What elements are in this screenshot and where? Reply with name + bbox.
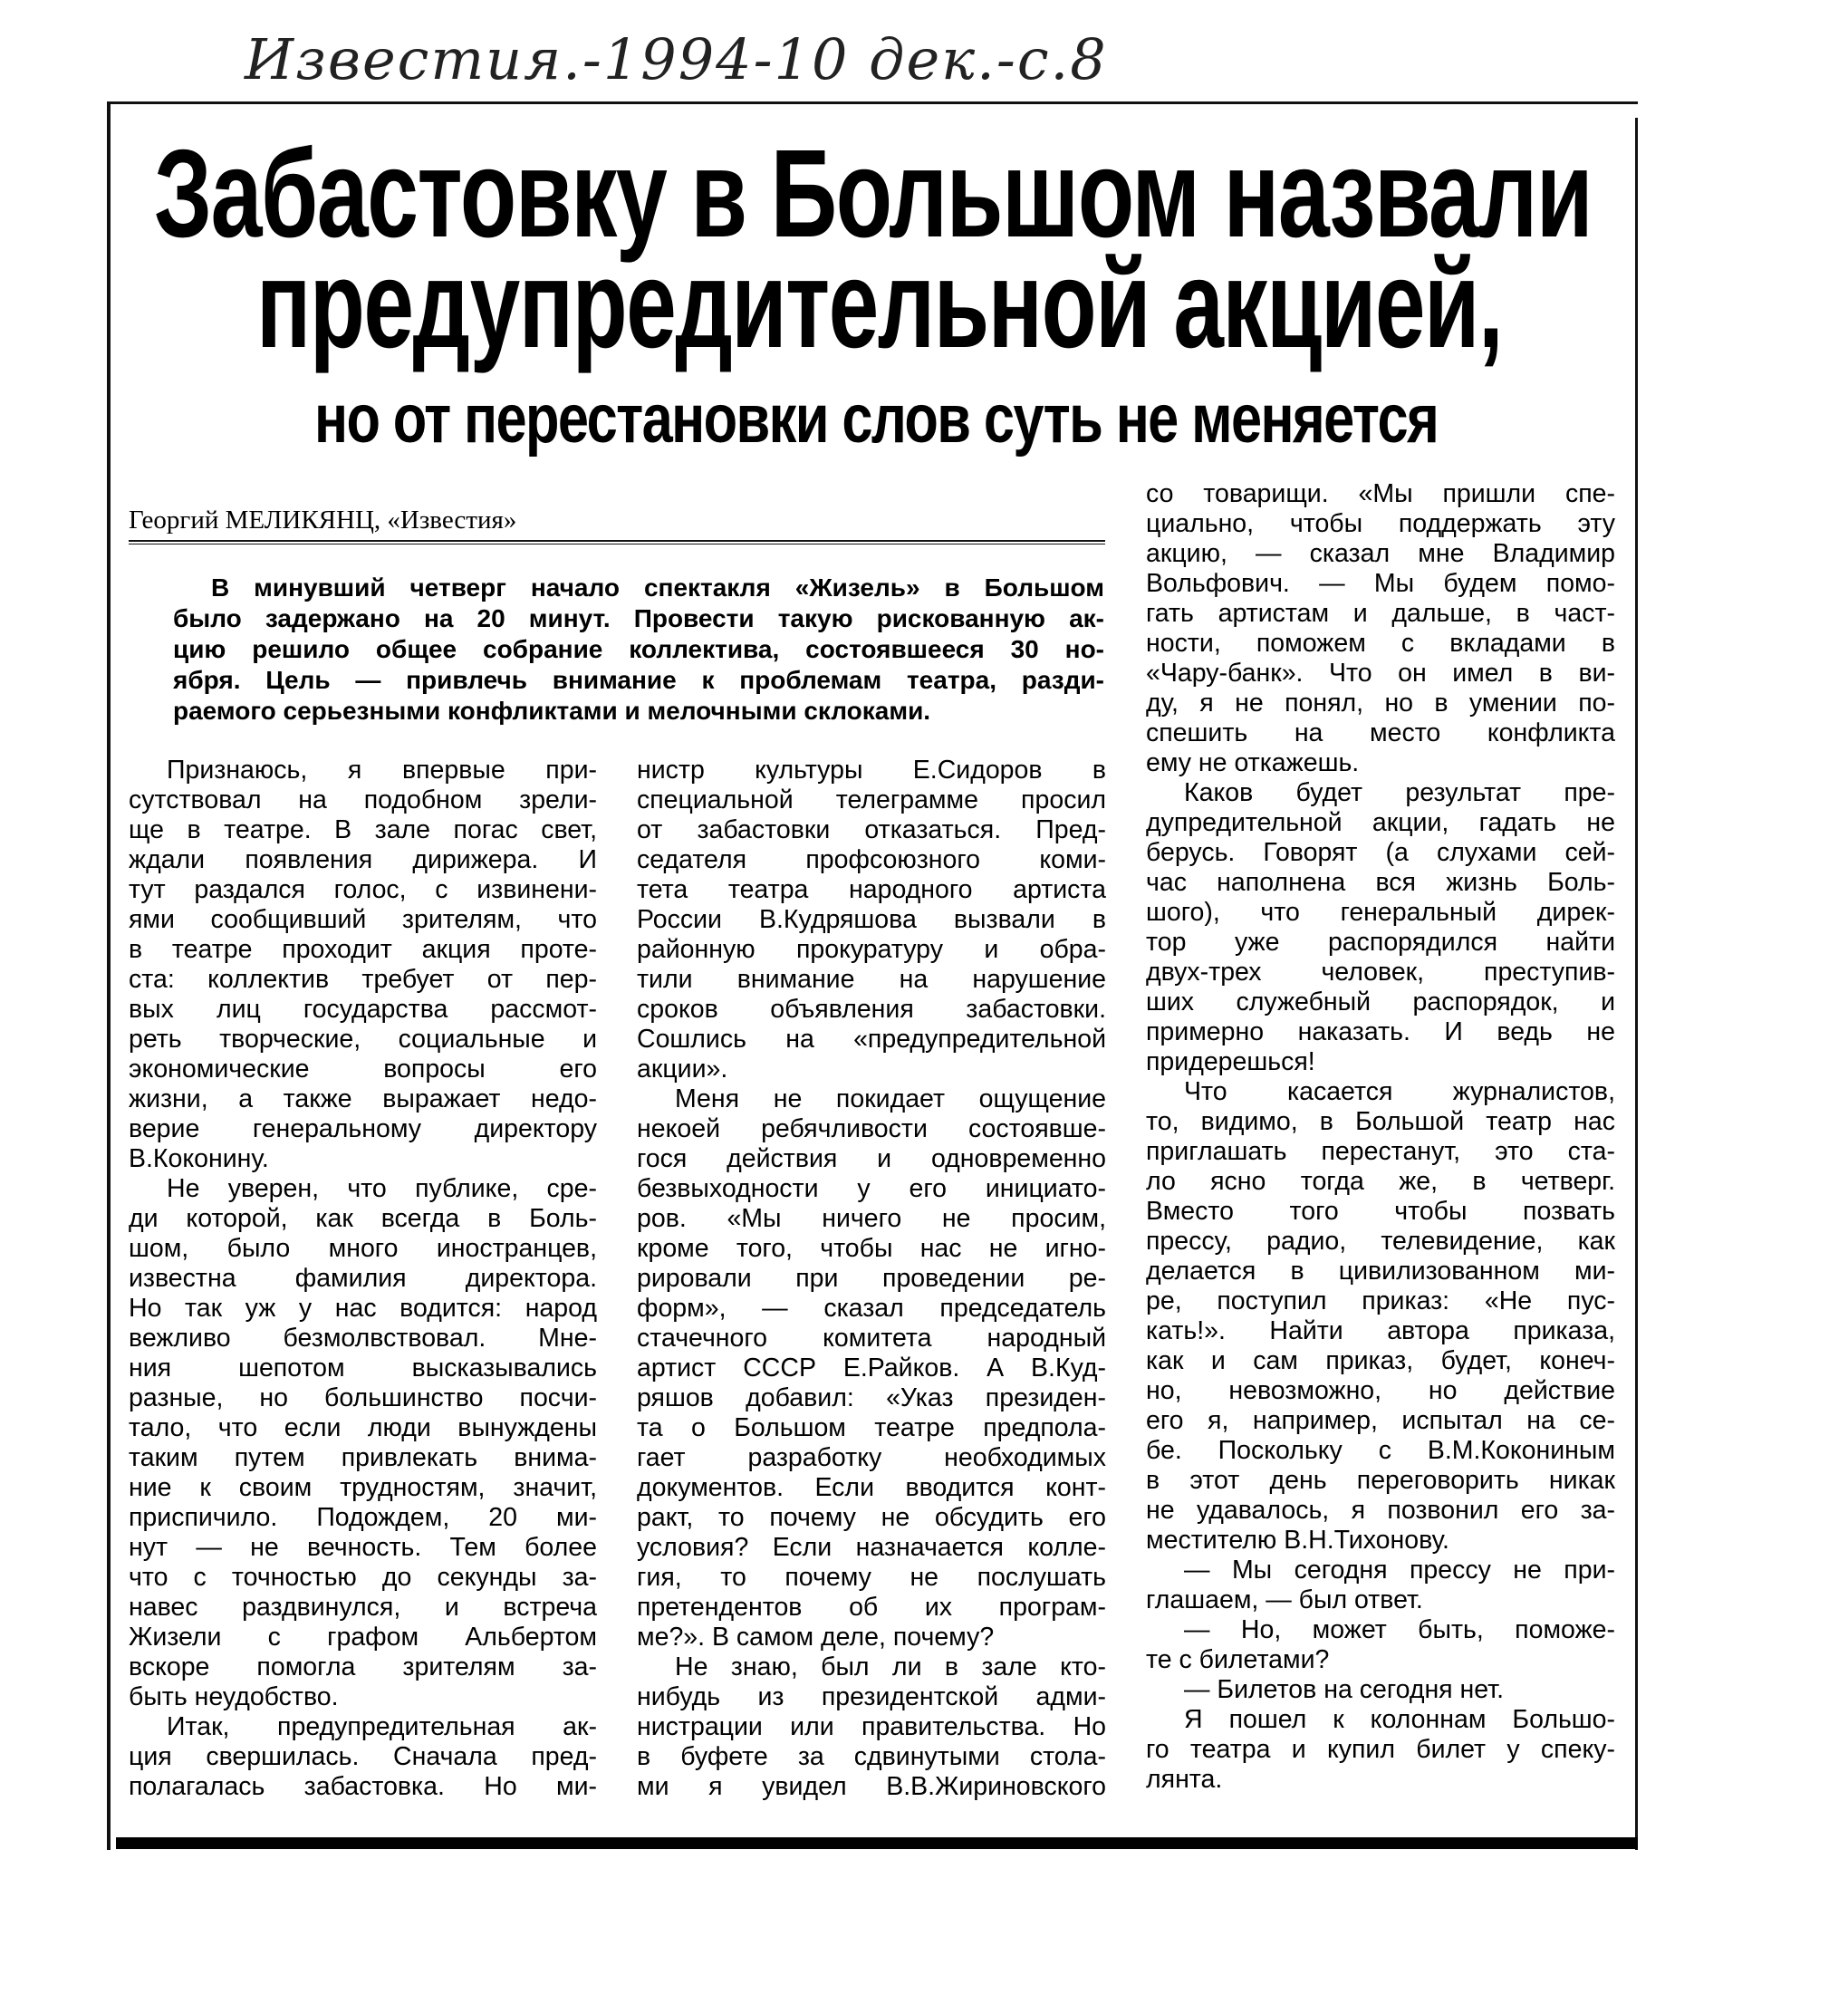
- text-line: Каков будет результат пре-: [1184, 778, 1615, 807]
- article-column-1: [129, 756, 597, 1802]
- text-line: разные, но большинство посчи-: [129, 1383, 597, 1412]
- text-line: быть неудобство.: [129, 1682, 339, 1711]
- text-line: вскоре помогла зрителям за-: [129, 1652, 597, 1681]
- text-line: гия, то почему не послушать: [637, 1563, 1106, 1592]
- text-line: те с билетами?: [1146, 1645, 1330, 1674]
- text-line: в буфете за сдвинутыми стола-: [637, 1742, 1106, 1771]
- text-line: что с точностью до секунды за-: [129, 1563, 597, 1592]
- text-line: тета театра народного артиста: [637, 875, 1106, 904]
- text-line: ста: коллектив требует от пер-: [129, 965, 597, 994]
- text-line: придерешься!: [1146, 1047, 1315, 1076]
- paragraph: [1146, 778, 1615, 1077]
- text-line: седателя профсоюзного коми-: [637, 845, 1106, 874]
- text-line: форм», — сказал председатель: [637, 1294, 1106, 1323]
- text-line: акции».: [637, 1055, 728, 1084]
- text-line: условия? Если назначается колле-: [637, 1533, 1106, 1562]
- text-line: гося действия и одновременно: [637, 1144, 1106, 1173]
- paragraph: [1146, 1675, 1615, 1705]
- paragraph: [1146, 479, 1615, 778]
- text-line: таким путем привлекать внима-: [129, 1443, 597, 1472]
- text-line: стачечного комитета народный: [637, 1324, 1106, 1353]
- text-line: артист СССР Е.Райков. А В.Куд-: [637, 1354, 1106, 1383]
- text-line: ших служебный распорядок, и: [1146, 988, 1615, 1016]
- text-line: — Мы сегодня прессу не при-: [1184, 1556, 1615, 1585]
- lead-line: цию решило общее собрание коллектива, состоявшееся 30 но-: [173, 635, 1104, 663]
- text-line: ме?». В самом деле, почему?: [637, 1623, 995, 1652]
- paragraph: [637, 1084, 1106, 1652]
- text-line: Итак, предупредительная ак-: [167, 1712, 597, 1741]
- text-line: то, видимо, в Большой театр нас: [1146, 1107, 1615, 1136]
- text-line: Не знаю, был ли в зале кто-: [675, 1652, 1106, 1681]
- text-line: ция свершилась. Сначала пред-: [129, 1742, 597, 1771]
- text-line: Признаюсь, я впервые при-: [167, 756, 597, 785]
- text-line: та о Большом театре предпола-: [637, 1413, 1106, 1442]
- text-line: прессу, радио, телевидение, как: [1146, 1227, 1615, 1256]
- text-line: со товарищи. «Мы пришли спе-: [1146, 479, 1615, 508]
- text-line: вых лиц государства рассмот-: [129, 995, 597, 1024]
- text-line: в театре проходит акция проте-: [129, 935, 597, 964]
- text-line: шого), что генеральный дирек-: [1146, 898, 1615, 927]
- text-line: жизни, а также выражает недо-: [129, 1084, 597, 1113]
- lead-line: ября. Цель — привлечь внимание к проблемам театра, разди-: [173, 666, 1104, 694]
- frame-border-top: [107, 101, 1638, 104]
- text-line: сутствовал на подобном зрели-: [129, 785, 597, 814]
- text-line: примерно наказать. И ведь не: [1146, 1017, 1615, 1046]
- text-line: известна фамилия директора.: [129, 1264, 597, 1293]
- text-line: шом, было много иностранцев,: [129, 1234, 597, 1263]
- frame-border-right: [1635, 118, 1638, 1850]
- text-line: тили внимание на нарушение: [637, 965, 1106, 994]
- byline-rule: [129, 540, 1105, 544]
- text-line: делается в цивилизованном ми-: [1146, 1257, 1615, 1286]
- text-line: ями сообщивший зрителям, что: [129, 905, 597, 934]
- frame-border-left: [107, 101, 111, 1850]
- text-line: претендентов об их програм-: [637, 1593, 1106, 1622]
- text-line: нистр культуры Е.Сидоров в: [637, 756, 1106, 785]
- text-line: ще в театре. В зале погас свет,: [129, 815, 597, 844]
- paragraph: [1146, 1705, 1615, 1795]
- text-line: но, невозможно, но действие: [1146, 1376, 1615, 1405]
- text-line: — Но, может быть, поможе-: [1184, 1615, 1615, 1644]
- text-line: ду, я не понял, но в умении по-: [1146, 689, 1615, 718]
- headline-subtitle: но от перестановки слов суть не меняется: [314, 381, 1439, 458]
- text-line: гать артистам и дальше, в част-: [1146, 599, 1615, 628]
- text-line: нибудь из президентской адми-: [637, 1682, 1106, 1711]
- text-line: В.Коконину.: [129, 1144, 269, 1173]
- text-line: Я пошел к колоннам Большо-: [1184, 1705, 1615, 1734]
- text-line: нут — не вечность. Тем более: [129, 1533, 597, 1562]
- lead-paragraph: [173, 573, 1104, 727]
- text-line: реть творческие, социальные и: [129, 1025, 597, 1054]
- text-line: гает разработку необходимых: [637, 1443, 1106, 1472]
- text-line: Меня не покидает ощущение: [675, 1084, 1106, 1113]
- text-line: бе. Поскольку с В.М.Кокониным: [1146, 1436, 1615, 1465]
- headline-line-1: Забастовку в Большом назвали: [154, 124, 1593, 264]
- text-line: Вольфович. — Мы будем помо-: [1146, 569, 1615, 598]
- text-line: вежливо безмолвствовал. Мне-: [129, 1324, 597, 1353]
- text-line: глашаем, — был ответ.: [1146, 1585, 1423, 1614]
- lead-line: В минувший четверг начало спектакля «Жизель» в Большом: [211, 573, 1104, 602]
- text-line: ров. «Мы ничего не просим,: [637, 1204, 1106, 1233]
- frame-border-bottom: [116, 1837, 1638, 1849]
- text-line: России В.Кудряшова вызвали в: [637, 905, 1106, 934]
- text-line: тало, что если люди вынуждены: [129, 1413, 597, 1442]
- text-line: ние к своим трудностям, значит,: [129, 1473, 597, 1502]
- text-line: кать!». Найти автора приказа,: [1146, 1316, 1615, 1345]
- paragraph: [1146, 1615, 1615, 1675]
- text-line: ряшов добавил: «Указ президен-: [637, 1383, 1106, 1412]
- text-line: нистрации или правительства. Но: [637, 1712, 1106, 1741]
- article-column-2: [637, 756, 1106, 1802]
- text-line: — Билетов на сегодня нет.: [1184, 1675, 1504, 1704]
- text-line: го театра и купил билет у спеку-: [1146, 1735, 1615, 1764]
- text-line: ми я увидел В.В.Жириновского: [637, 1772, 1106, 1801]
- text-line: приспичило. Подождем, 20 ми-: [129, 1503, 597, 1532]
- text-line: Но так уж у нас водится: народ: [129, 1294, 597, 1323]
- text-line: спешить на место конфликта: [1146, 718, 1615, 747]
- text-line: тор уже распорядился найти: [1146, 928, 1615, 957]
- paragraph: [637, 756, 1106, 1084]
- paragraph: [129, 1712, 597, 1802]
- text-line: его я, например, испытал на се-: [1146, 1406, 1615, 1435]
- text-line: лянта.: [1146, 1765, 1223, 1794]
- text-line: некоей ребячливости состоявше-: [637, 1114, 1106, 1143]
- text-line: рировали при проведении ре-: [637, 1264, 1106, 1293]
- text-line: ему не откажешь.: [1146, 748, 1360, 777]
- paragraph: [637, 1652, 1106, 1802]
- text-line: документов. Если вводится конт-: [637, 1473, 1106, 1502]
- text-line: акцию, — сказал мне Владимир: [1146, 539, 1615, 568]
- text-line: не удавалось, я позвонил его за-: [1146, 1496, 1615, 1525]
- text-line: приглашать перестанут, это ста-: [1146, 1137, 1615, 1166]
- text-line: Жизели с графом Альбертом: [129, 1623, 597, 1652]
- article-column-3: [1146, 479, 1615, 1795]
- text-line: берусь. Говорят (а слухами сей-: [1146, 838, 1615, 867]
- headline-line-2: предупредительной акцией,: [256, 235, 1503, 374]
- text-line: экономические вопросы его: [129, 1055, 597, 1084]
- text-line: ди которой, как всегда в Боль-: [129, 1204, 597, 1233]
- text-line: ждали появления дирижера. И: [129, 845, 597, 874]
- lead-line: раемого серьезными конфликтами и мелочными склоками.: [173, 697, 931, 725]
- text-line: двух-трех человек, преступив-: [1146, 958, 1615, 987]
- text-line: ло ясно тогда же, в четверг.: [1146, 1167, 1615, 1196]
- text-line: тут раздался голос, с извинени-: [129, 875, 597, 904]
- text-line: от забастовки отказаться. Пред-: [637, 815, 1106, 844]
- text-line: сроков объявления забастовки.: [637, 995, 1106, 1024]
- paragraph: [129, 756, 597, 1174]
- text-line: ности, поможем с вкладами в: [1146, 629, 1615, 658]
- paragraph: [129, 1174, 597, 1712]
- text-line: районную прокуратуру и обра-: [637, 935, 1106, 964]
- byline: Георгий МЕЛИКЯНЦ, «Известия»: [129, 506, 517, 535]
- text-line: местителю В.Н.Тихонову.: [1146, 1526, 1449, 1555]
- text-line: Вместо того чтобы позвать: [1146, 1197, 1615, 1226]
- text-line: ре, поступил приказ: «Не пус-: [1146, 1286, 1615, 1315]
- paragraph: [1146, 1556, 1615, 1615]
- text-line: кроме того, чтобы нас не игно-: [637, 1234, 1106, 1263]
- text-line: «Чару-банк». Что он имел в ви-: [1146, 659, 1615, 688]
- paragraph: [1146, 1077, 1615, 1556]
- text-line: специальной телеграмме просил: [637, 785, 1106, 814]
- text-line: полагалась забастовка. Но ми-: [129, 1772, 597, 1801]
- text-line: Не уверен, что публике, сре-: [167, 1174, 597, 1203]
- lead-line: было задержано на 20 минут. Провести такую рискованную ак-: [173, 604, 1104, 632]
- text-line: циально, чтобы поддержать эту: [1146, 509, 1615, 538]
- text-line: в этот день переговорить никак: [1146, 1466, 1615, 1495]
- text-line: час наполнена вся жизнь Боль-: [1146, 868, 1615, 897]
- text-line: Сошлись на «предупредительной: [637, 1025, 1106, 1054]
- text-line: ракт, то почему не обсудить его: [637, 1503, 1106, 1532]
- text-line: ния шепотом высказывались: [129, 1354, 597, 1383]
- text-line: верие генеральному директору: [129, 1114, 597, 1143]
- text-line: дупредительной акции, гадать не: [1146, 808, 1615, 837]
- text-line: безвыходности у его инициато-: [637, 1174, 1106, 1203]
- text-line: Что касается журналистов,: [1184, 1077, 1615, 1106]
- handwritten-source-note: Известия.-1994-10 дек.-с.8: [245, 26, 1108, 92]
- text-line: навес раздвинулся, и встреча: [129, 1593, 597, 1622]
- text-line: как и сам приказ, будет, конеч-: [1146, 1346, 1615, 1375]
